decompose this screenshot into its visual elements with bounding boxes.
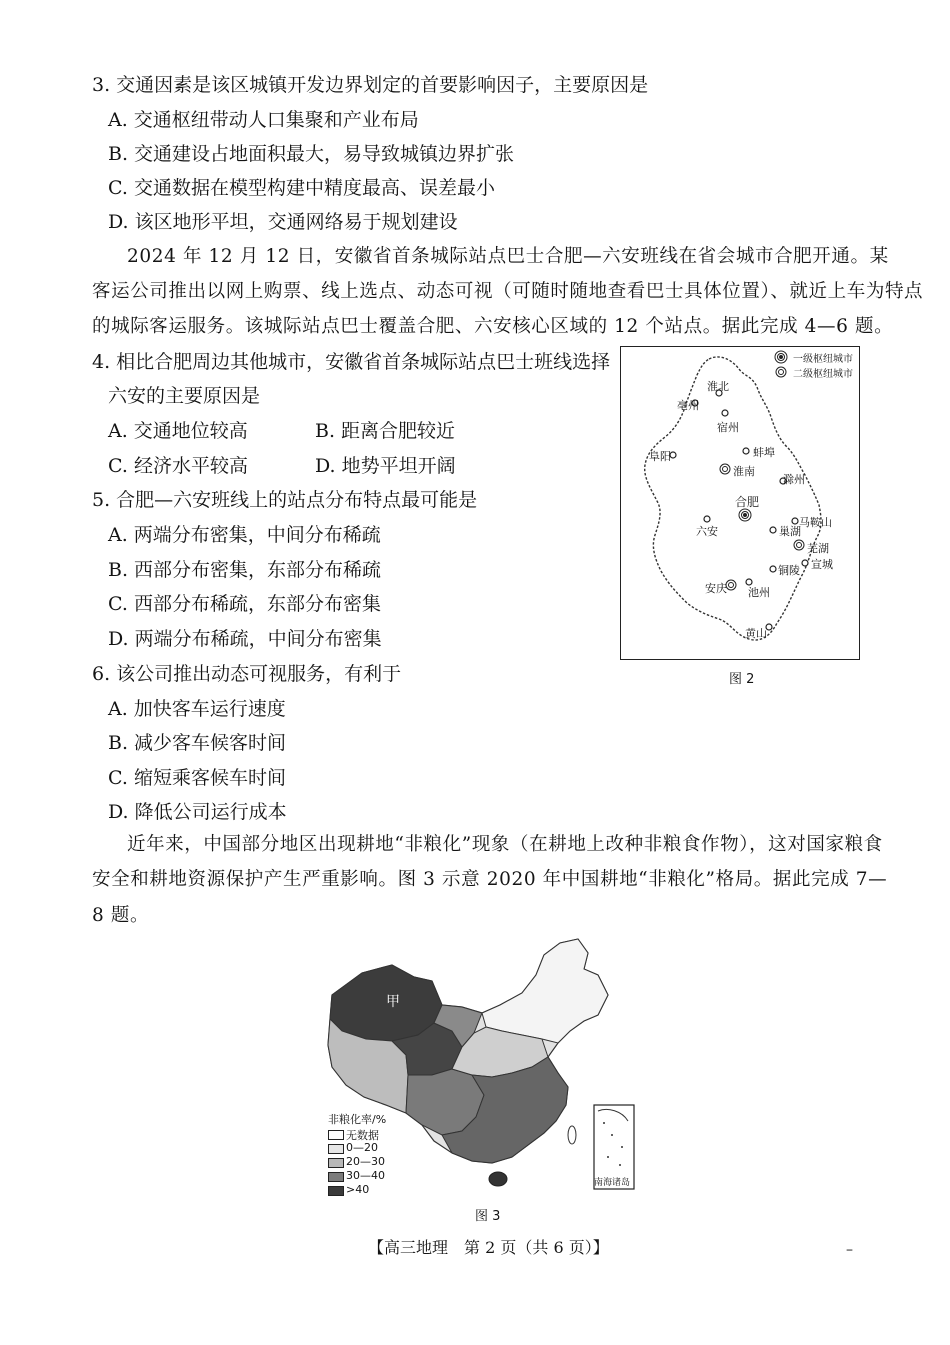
- legend-swatch-4: [328, 1186, 344, 1196]
- city-fuyang-label: 阜阳: [649, 450, 671, 463]
- region-label: 甲: [386, 994, 400, 1010]
- city-luan-marker: [704, 516, 710, 522]
- footer-mark: –: [846, 1242, 853, 1258]
- city-hefei-label: 合肥: [735, 495, 760, 509]
- city-chuzhou-label: 滁州: [783, 473, 805, 486]
- city-huangshan-label: 黄山: [745, 627, 767, 640]
- legend-level2-icon: [776, 367, 786, 377]
- legend-title: 非粮化率/%: [328, 1113, 387, 1126]
- city-huaibei-label: 淮北: [707, 380, 729, 393]
- q4-option-c: C. 经济水平较高: [108, 455, 248, 477]
- anhui-boundary: [645, 357, 821, 640]
- city-chizhou-label: 池州: [748, 586, 770, 599]
- legend-level2-label: 二级枢纽城市: [793, 369, 853, 380]
- legend-row-3: [328, 1169, 406, 1183]
- legend-swatch-0: [328, 1130, 344, 1140]
- passage2-line2: 安全和耕地资源保护产生严重影响。图 3 示意 2020 年中国耕地“非粮化”格局。据此完成 7—: [92, 869, 888, 890]
- passage1-line2: 客运公司推出以网上购票、线上选点、动态可视（可随时随地查看巴士具体位置）、就近上车为特点: [92, 281, 924, 302]
- legend-swatch-3: [328, 1172, 344, 1182]
- q6-stem: 6. 该公司推出动态可视服务，有利于: [92, 663, 402, 685]
- city-xuancheng-label: 宣城: [811, 558, 833, 571]
- q5-stem: 5. 合肥—六安班线上的站点分布特点最可能是: [92, 489, 478, 511]
- city-bengbu-label: 蚌埠: [753, 446, 775, 459]
- figure-2-caption: 图 2: [729, 672, 755, 687]
- passage2-line1: 近年来，中国部分地区出现耕地“非粮化”现象（在耕地上改种非粮食作物），这对国家粮食: [127, 834, 883, 855]
- city-huainan-label: 淮南: [733, 465, 755, 478]
- city-markers: [670, 390, 808, 630]
- city-xuancheng-marker: [802, 560, 808, 566]
- legend-label-1: 0—20: [346, 1141, 378, 1154]
- city-tongling-marker: [770, 566, 776, 572]
- q4-option-d: D. 地势平坦开阔: [315, 455, 456, 477]
- city-maanshan-label: 马鞍山: [799, 516, 832, 529]
- q4-option-b: B. 距离合肥较近: [315, 420, 456, 442]
- legend-label-0: 无数据: [346, 1129, 379, 1142]
- city-suzhou-marker: [722, 410, 728, 416]
- region-taiwan: [568, 1126, 576, 1144]
- legend-swatch-2: [328, 1158, 344, 1168]
- figure-3-caption: 图 3: [475, 1209, 501, 1224]
- q5-option-b: B. 西部分布密集，东部分布稀疏: [108, 559, 382, 581]
- city-bozhou-label: 亳州: [677, 399, 699, 412]
- region-north: [482, 939, 608, 1043]
- fig3-legend: [328, 1111, 406, 1197]
- city-wuhu-label: 芜湖: [807, 542, 829, 555]
- legend-row-0: [328, 1127, 406, 1141]
- legend-swatch-1: [328, 1144, 344, 1154]
- legend-label-4: >40: [346, 1183, 370, 1196]
- city-wuhu-hub: [794, 540, 804, 550]
- legend-label-3: 30—40: [346, 1169, 385, 1182]
- city-luan-label: 六安: [696, 525, 718, 538]
- q4-stem-line2: 六安的主要原因是: [108, 385, 261, 407]
- q5-option-c: C. 西部分布稀疏，东部分布密集: [108, 593, 381, 615]
- q5-option-a: A. 两端分布密集，中间分布稀疏: [108, 524, 381, 546]
- city-chaohu-marker: [770, 527, 776, 533]
- region-hainan: [489, 1172, 507, 1186]
- q6-option-b: B. 减少客车候客时间: [108, 732, 287, 754]
- q4-option-a: A. 交通地位较高: [108, 420, 248, 442]
- city-huainan-hub: [720, 464, 730, 474]
- city-suzhou-label: 宿州: [717, 421, 739, 434]
- passage2-line3: 8 题。: [92, 905, 150, 926]
- passage1-line1: 2024 年 12 月 12 日，安徽省首条城际站点巴士合肥—六安班线在省会城市合肥开通。某: [127, 246, 889, 267]
- figure-3: [322, 935, 650, 1205]
- city-bengbu-marker: [743, 448, 749, 454]
- q6-option-a: A. 加快客车运行速度: [108, 698, 286, 720]
- q6-option-c: C. 缩短乘客候车时间: [108, 767, 286, 789]
- q3-stem: 3. 交通因素是该区城镇开发边界划定的首要影响因子，主要原因是: [92, 74, 649, 96]
- q5-option-d: D. 两端分布稀疏，中间分布密集: [108, 628, 382, 650]
- page-footer: 【高三地理 第 2 页（共 6 页）】: [368, 1238, 609, 1257]
- q3-option-a: A. 交通枢纽带动人口集聚和产业布局: [108, 109, 419, 131]
- legend-level1-label: 一级枢纽城市: [793, 354, 853, 365]
- q4-stem-line1: 4. 相比合肥周边其他城市，安徽省首条城际站点巴士班线选择: [92, 351, 611, 373]
- city-tongling-label: 铜陵: [778, 564, 800, 577]
- q6-option-d: D. 降低公司运行成本: [108, 801, 287, 823]
- passage1-line3: 的城际客运服务。该城际站点巴士覆盖合肥、六安核心区域的 12 个站点。据此完成 4—6 题。: [92, 316, 894, 337]
- city-chaohu-label: 巢湖: [779, 525, 801, 538]
- legend-row-1: [328, 1141, 406, 1155]
- q3-option-b: B. 交通建设占地面积最大，易导致城镇边界扩张: [108, 143, 515, 165]
- inset-label: 南海诸岛: [594, 1178, 631, 1188]
- q3-option-c: C. 交通数据在模型构建中精度最高、误差最小: [108, 177, 495, 199]
- figure-2: [620, 346, 860, 660]
- city-anqing-label: 安庆: [705, 582, 727, 595]
- city-anqing-hub: [726, 580, 736, 590]
- q3-option-d: D. 该区地形平坦，交通网络易于规划建设: [108, 211, 458, 233]
- legend-row-4: [328, 1183, 406, 1197]
- legend-label-2: 20—30: [346, 1155, 385, 1168]
- legend-row-2: [328, 1155, 406, 1169]
